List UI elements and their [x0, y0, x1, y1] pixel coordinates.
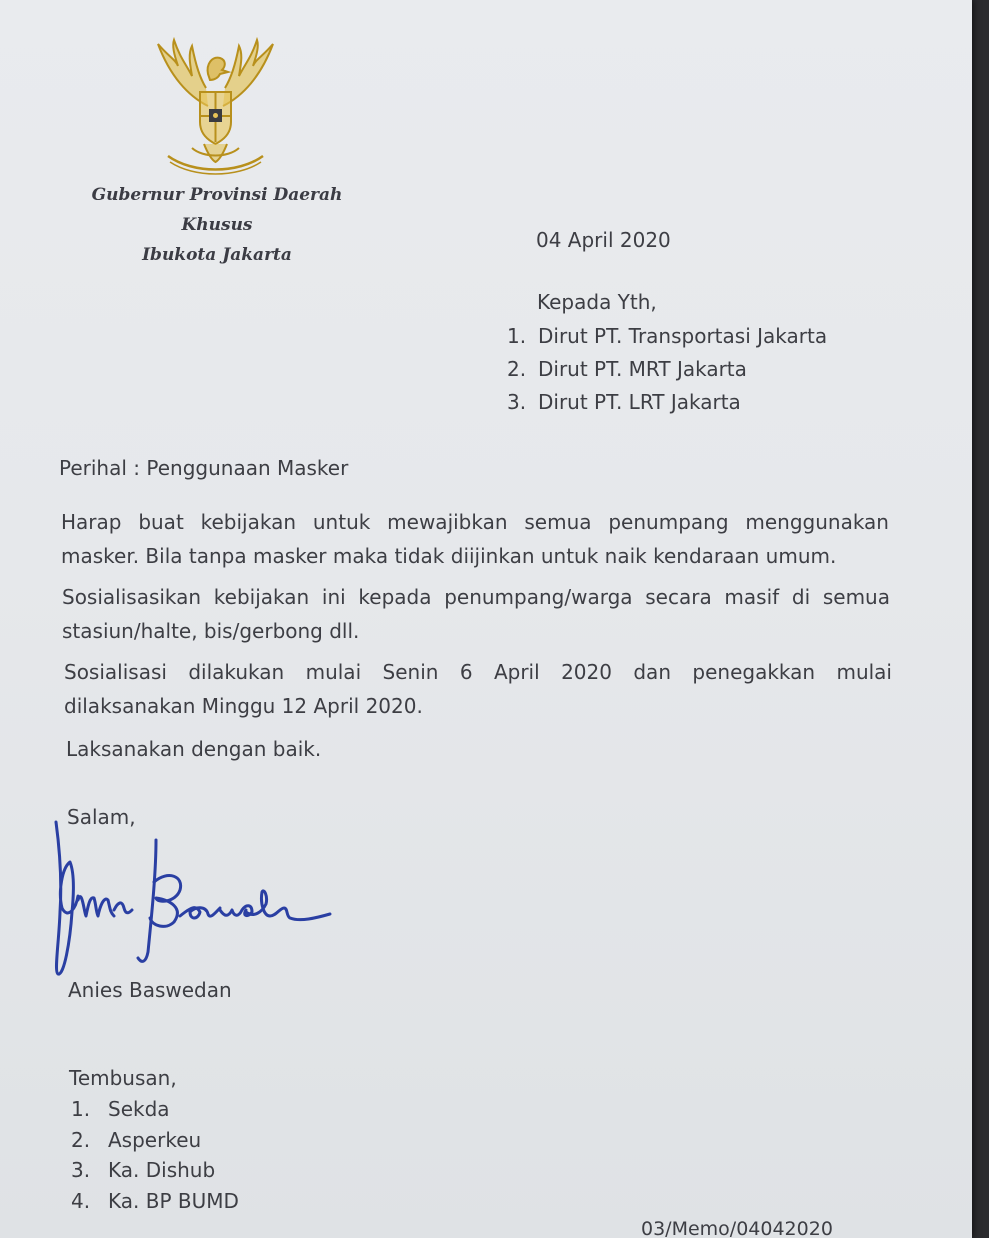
recipients-list — [507, 320, 827, 419]
list-item: 3. Dirut PT. LRT Jakarta — [507, 390, 741, 414]
office-name — [72, 180, 362, 270]
body-paragraph-4: Laksanakan dengan baik. — [66, 737, 322, 761]
signature-icon — [40, 812, 340, 982]
signer-name: Anies Baswedan — [68, 978, 232, 1002]
closing-salutation: Salam, — [67, 805, 136, 829]
body-paragraph-1: Harap buat kebijakan untuk mewajibkan semua penumpang menggunakan masker. Bila tanpa masker maka tidak diijinkan untuk naik kendaraan umum. — [61, 510, 889, 568]
office-line-1: Gubernur Provinsi Daerah Khusus — [91, 185, 343, 235]
subject-line: Perihal : Penggunaan Masker — [59, 456, 349, 480]
recipients-heading: Kepada Yth, — [537, 290, 657, 314]
cc-heading: Tembusan, — [69, 1066, 177, 1090]
list-item: 1. Sekda — [71, 1097, 170, 1121]
body-paragraph-2: Sosialisasikan kebijakan ini kepada penumpang/warga secara masif di semua stasiun/halte, bis/gerbong dll. — [62, 585, 890, 643]
list-item: 1. Dirut PT. Transportasi Jakarta — [507, 324, 828, 348]
list-item: 4. Ka. BP BUMD — [71, 1188, 239, 1213]
office-line-2: Ibukota Jakarta — [142, 245, 292, 265]
memo-reference: 03/Memo/04042020 — [641, 1218, 833, 1238]
list-item: 2. Dirut PT. MRT Jakarta — [507, 357, 747, 381]
letter-date: 04 April 2020 — [536, 228, 671, 252]
cc-list — [71, 1094, 239, 1216]
list-item: 3. Ka. Dishub — [71, 1158, 216, 1182]
body-paragraph-3: Sosialisasi dilakukan mulai Senin 6 April 2020 dan penegakkan mulai dilaksanakan Minggu 12 April 2020. — [64, 660, 892, 718]
list-item: 2. Asperkeu — [71, 1127, 202, 1152]
garuda-emblem-icon — [148, 36, 283, 176]
